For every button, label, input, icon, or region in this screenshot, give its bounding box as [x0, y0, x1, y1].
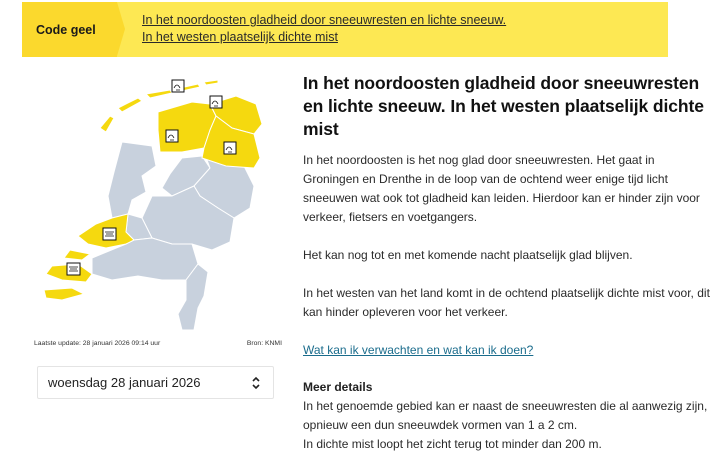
date-select-value: woensdag 28 januari 2026: [48, 375, 201, 390]
warning-title: In het noordoosten gladheid door sneeuwresten en lichte sneeuw. In het westen plaatselijk dichte mist: [303, 73, 704, 139]
netherlands-map[interactable]: [22, 68, 282, 338]
warning-link-west[interactable]: In het westen plaatselijk dichte mist: [142, 30, 338, 44]
details-line-fog: In dichte mist loopt het zicht terug tot minder dan 200 m.: [303, 437, 602, 451]
paragraph-northeast: In het noordoosten is het nog glad door sneeuwresten. Het gaat in Groningen en Drenthe in de loop van de ochtend weer enige tijd licht sneeuwen wat ook tot gladheid kan leiden. Hierdoor kan er hinder zijn voor verkeer, fietsers en voetgangers.: [303, 153, 700, 224]
help-link[interactable]: Wat kan ik verwachten en wat kan ik doen?: [303, 343, 534, 357]
details-title: Meer details: [303, 380, 373, 394]
map-footer: [34, 340, 282, 347]
warning-links: [117, 2, 506, 57]
paragraph-west: In het westen van het land komt in de ochtend plaatselijk dichte mist voor, dit kan hinder opleveren voor het verkeer.: [303, 286, 710, 319]
warning-link-northeast[interactable]: In het noordoosten gladheid door sneeuwresten en lichte sneeuw.: [142, 13, 507, 27]
warning-details: [303, 72, 713, 454]
warning-code-badge: [22, 2, 117, 57]
last-update-label: Laatste update: 28 januari 2026 09:14 uur: [34, 340, 161, 347]
source-label: Bron: KNMI: [246, 340, 282, 347]
paragraph-duration: Het kan nog tot en met komende nacht plaatselijk glad blijven.: [303, 248, 633, 262]
weather-warning-banner: [22, 2, 668, 57]
date-select[interactable]: [37, 366, 274, 399]
chevron-up-down-icon: [251, 376, 261, 390]
warning-code-label: Code geel: [36, 22, 96, 37]
warning-map: [22, 68, 282, 352]
details-line-snow: In het genoemde gebied kan er naast de sneeuwresten die al aanwezig zijn, opnieuw een dun sneeuwdek vormen van 1 a 2 cm.: [303, 399, 708, 432]
